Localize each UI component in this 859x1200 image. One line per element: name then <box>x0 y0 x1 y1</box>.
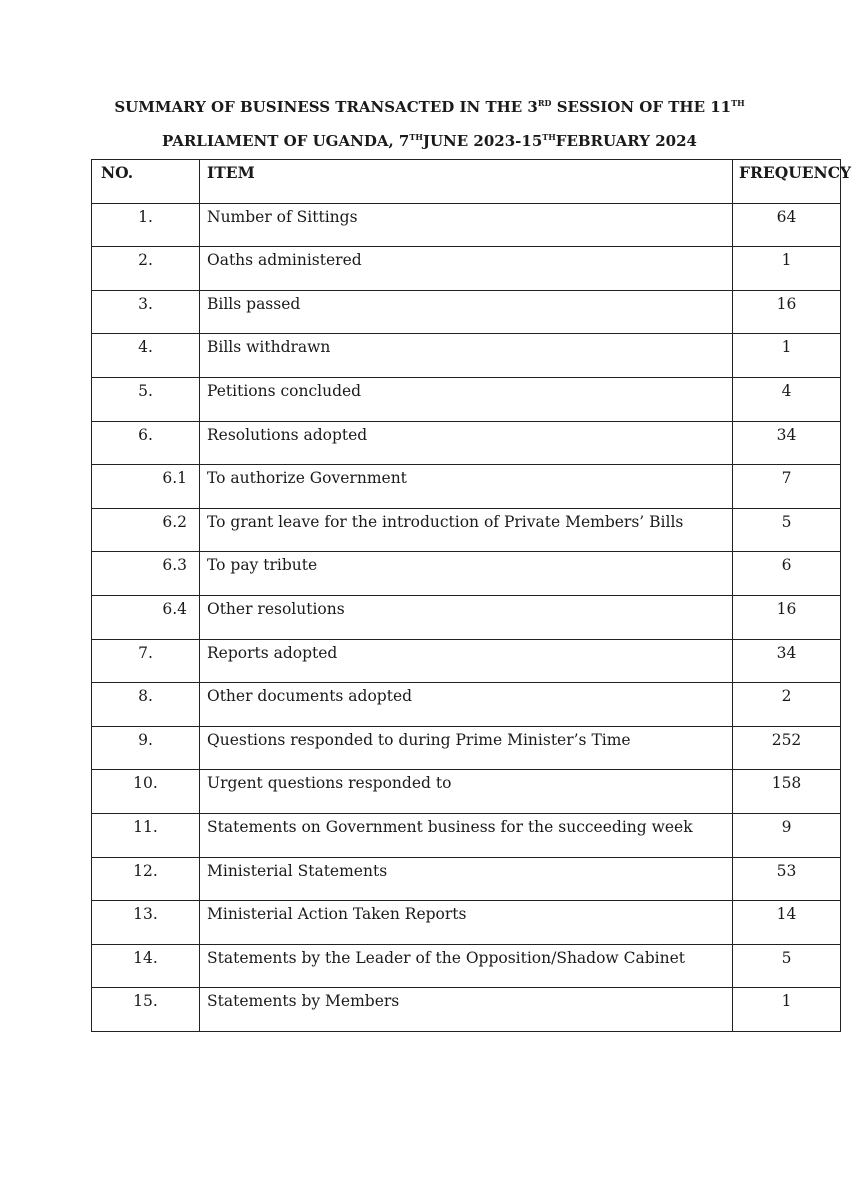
row-frequency: 14 <box>733 901 841 945</box>
table-row <box>92 944 841 988</box>
row-number: 14. <box>92 944 200 988</box>
table-row <box>92 857 841 901</box>
row-frequency: 7 <box>733 465 841 509</box>
row-frequency: 64 <box>733 203 841 247</box>
title-superscript-th: TH <box>409 132 423 142</box>
row-item: Statements on Government business for the succeeding week <box>200 813 733 857</box>
row-item: Ministerial Action Taken Reports <box>200 901 733 945</box>
table-row <box>92 726 841 770</box>
row-item: Statements by the Leader of the Opposition/Shadow Cabinet <box>200 944 733 988</box>
row-item: Reports adopted <box>200 639 733 683</box>
table-row <box>92 683 841 727</box>
row-number: 6.3 <box>92 552 200 596</box>
row-frequency: 1 <box>733 334 841 378</box>
row-number: 8. <box>92 683 200 727</box>
table-row <box>92 203 841 247</box>
row-number: 3. <box>92 290 200 334</box>
row-item: To pay tribute <box>200 552 733 596</box>
row-number: 5. <box>92 377 200 421</box>
row-frequency: 1 <box>733 988 841 1032</box>
table-row <box>92 290 841 334</box>
title-line-2-text-c: FEBRUARY 2024 <box>555 132 697 150</box>
row-number: 9. <box>92 726 200 770</box>
title-line-2 <box>0 122 859 156</box>
row-item: Bills passed <box>200 290 733 334</box>
header-no: NO. <box>92 160 200 204</box>
table-row <box>92 901 841 945</box>
row-frequency: 158 <box>733 770 841 814</box>
row-frequency: 5 <box>733 508 841 552</box>
title-line-1-text-a: SUMMARY OF BUSINESS TRANSACTED IN THE 3 <box>114 98 538 116</box>
table-row <box>92 813 841 857</box>
table-row <box>92 421 841 465</box>
row-item: Bills withdrawn <box>200 334 733 378</box>
row-number: 11. <box>92 813 200 857</box>
row-frequency: 9 <box>733 813 841 857</box>
row-number: 6.1 <box>92 465 200 509</box>
row-item: To authorize Government <box>200 465 733 509</box>
row-number: 10. <box>92 770 200 814</box>
table-body <box>92 203 841 1031</box>
row-item: Statements by Members <box>200 988 733 1032</box>
row-number: 13. <box>92 901 200 945</box>
row-item: Questions responded to during Prime Minister’s Time <box>200 726 733 770</box>
row-number: 2. <box>92 247 200 291</box>
title-line-2-text-a: PARLIAMENT OF UGANDA, 7 <box>162 132 410 150</box>
row-frequency: 4 <box>733 377 841 421</box>
row-frequency: 5 <box>733 944 841 988</box>
table-row <box>92 770 841 814</box>
title-line-1-text-b: SESSION OF THE 11 <box>551 98 732 116</box>
row-number: 6.4 <box>92 595 200 639</box>
row-frequency: 1 <box>733 247 841 291</box>
title-line-2-text-b: JUNE 2023-15 <box>422 132 543 150</box>
table-row <box>92 595 841 639</box>
table-row <box>92 988 841 1032</box>
row-item: Urgent questions responded to <box>200 770 733 814</box>
table-row <box>92 465 841 509</box>
row-number: 6. <box>92 421 200 465</box>
row-item: Number of Sittings <box>200 203 733 247</box>
row-number: 15. <box>92 988 200 1032</box>
row-item: Oaths administered <box>200 247 733 291</box>
row-item: Petitions concluded <box>200 377 733 421</box>
row-frequency: 34 <box>733 421 841 465</box>
row-item: Resolutions adopted <box>200 421 733 465</box>
row-item: Other documents adopted <box>200 683 733 727</box>
document-title <box>0 88 859 156</box>
table-row <box>92 508 841 552</box>
row-item: Other resolutions <box>200 595 733 639</box>
row-frequency: 6 <box>733 552 841 596</box>
table-row <box>92 552 841 596</box>
table-header-row <box>92 160 841 204</box>
row-frequency: 2 <box>733 683 841 727</box>
row-frequency: 252 <box>733 726 841 770</box>
row-number: 1. <box>92 203 200 247</box>
row-frequency: 16 <box>733 595 841 639</box>
row-frequency: 34 <box>733 639 841 683</box>
table-row <box>92 639 841 683</box>
title-superscript-rd: RD <box>537 98 552 108</box>
title-superscript-th: TH <box>542 132 556 142</box>
row-frequency: 16 <box>733 290 841 334</box>
business-summary-table <box>91 159 852 1032</box>
table-row <box>92 247 841 291</box>
row-item: Ministerial Statements <box>200 857 733 901</box>
row-frequency: 53 <box>733 857 841 901</box>
title-line-1 <box>0 88 859 122</box>
row-item: To grant leave for the introduction of Private Members’ Bills <box>200 508 733 552</box>
row-number: 12. <box>92 857 200 901</box>
row-number: 4. <box>92 334 200 378</box>
header-item: ITEM <box>200 160 733 204</box>
row-number: 7. <box>92 639 200 683</box>
header-frequency: FREQUENCY <box>733 160 841 204</box>
table-row <box>92 334 841 378</box>
title-superscript-th: TH <box>731 98 745 108</box>
row-number: 6.2 <box>92 508 200 552</box>
table-row <box>92 377 841 421</box>
